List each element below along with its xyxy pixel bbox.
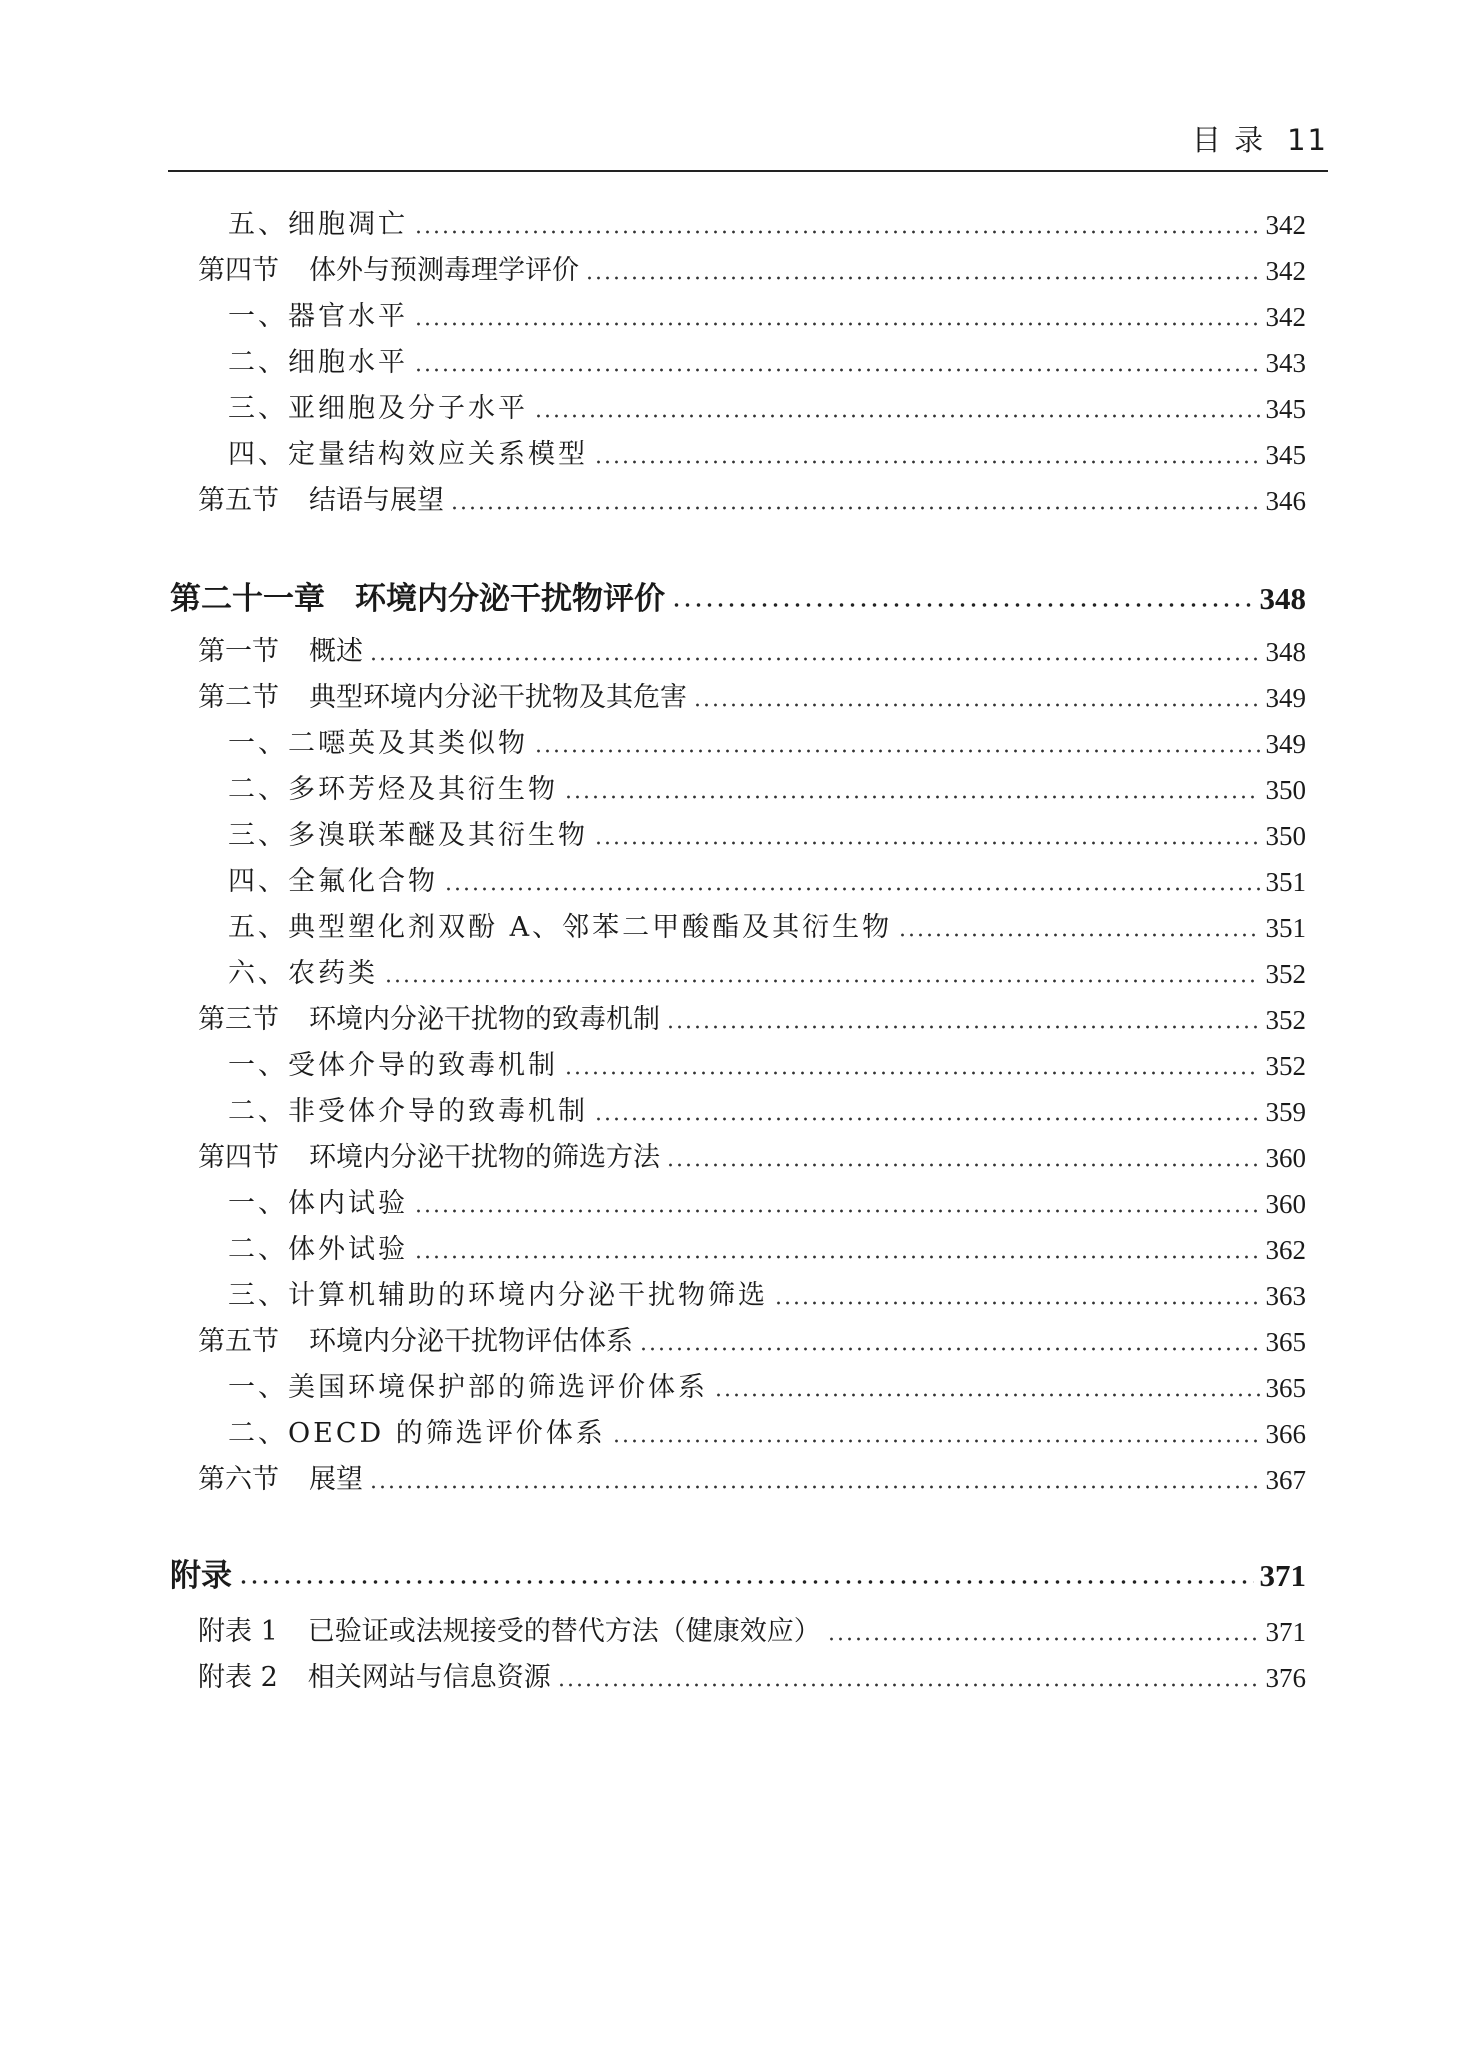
- toc-entry-page: 359: [1265, 1097, 1306, 1127]
- dot-leader: [827, 1628, 1260, 1642]
- toc-entry-number: 第六节: [198, 1464, 279, 1495]
- toc-item-entry: [170, 954, 1306, 994]
- header-text: [1192, 118, 1328, 159]
- toc-entry-page: 342: [1265, 210, 1306, 240]
- toc-entry-number: 第四节: [198, 1142, 279, 1173]
- toc-chapter-entry: [170, 573, 1306, 619]
- toc-entry-page: 349: [1265, 729, 1306, 759]
- toc-entry-title: 器官水平: [288, 301, 408, 332]
- toc-entry-title: 受体介导的致毒机制: [288, 1050, 558, 1081]
- toc-section-entry: [170, 1612, 1306, 1652]
- toc-item-entry: [170, 297, 1306, 337]
- toc-entry-label: [170, 1414, 606, 1454]
- toc-entry-page: 342: [1265, 256, 1306, 286]
- dot-leader: [666, 1016, 1260, 1030]
- toc-entry-title: 定量结构效应关系模型: [288, 439, 588, 470]
- dot-leader: [564, 1062, 1260, 1076]
- toc-entry-title: 体内试验: [288, 1188, 408, 1219]
- dot-leader: [898, 924, 1259, 938]
- dot-leader: [444, 878, 1260, 892]
- toc-item-entry: [170, 435, 1306, 475]
- toc-entry-title: 细胞凋亡: [288, 209, 408, 240]
- toc-entry-label: [170, 1460, 363, 1500]
- toc-entry-page: 360: [1265, 1143, 1306, 1173]
- toc-entry-page: 352: [1265, 959, 1306, 989]
- toc-entry-title: 多环芳烃及其衍生物: [288, 774, 558, 805]
- toc-entry-title: 环境内分泌干扰物评估体系: [309, 1326, 633, 1357]
- toc-entry-number: 第二节: [198, 682, 279, 713]
- toc-section-entry: [170, 1322, 1306, 1362]
- dot-leader: [666, 1154, 1260, 1168]
- toc-entry-label: [170, 1658, 551, 1698]
- toc-entry-title: 典型环境内分泌干扰物及其危害: [309, 682, 687, 713]
- dot-leader: [369, 1476, 1260, 1490]
- toc-item-entry: [170, 205, 1306, 245]
- toc-item-entry: [170, 1092, 1306, 1132]
- toc-item-entry: [170, 724, 1306, 764]
- toc-entry-number: 三、: [228, 1280, 288, 1311]
- toc-entry-page: 342: [1265, 302, 1306, 332]
- dot-leader: [450, 497, 1260, 511]
- dot-leader: [384, 970, 1260, 984]
- toc-entry-number: 附表 1: [198, 1616, 278, 1647]
- toc-entry-label: [170, 297, 408, 337]
- toc-entry-number: 三、: [228, 820, 288, 851]
- toc-entry-number: 第四节: [198, 255, 279, 286]
- toc-entry-number: 附录: [170, 1558, 232, 1594]
- toc-entry-title: OECD 的筛选评价体系: [288, 1418, 606, 1449]
- toc-entry-number: 二、: [228, 1234, 288, 1265]
- toc-item-entry: [170, 862, 1306, 902]
- toc-entry-page: 362: [1265, 1235, 1306, 1265]
- toc-entry-label: [170, 205, 408, 245]
- toc-entry-title: 已验证或法规接受的替代方法（健康效应）: [307, 1616, 821, 1647]
- toc-entry-page: 363: [1265, 1281, 1306, 1311]
- dot-leader: [594, 832, 1260, 846]
- toc-entry-label: [170, 579, 665, 619]
- toc-entry-title: 体外试验: [288, 1234, 408, 1265]
- toc-section-entry: [170, 251, 1306, 291]
- toc-entry-page: 365: [1265, 1327, 1306, 1357]
- toc-entry-number: 二、: [228, 774, 288, 805]
- header-section: 目 录: [1191, 123, 1266, 157]
- toc-entry-number: 二、: [228, 1096, 288, 1127]
- dot-leader: [414, 1200, 1260, 1214]
- toc-item-entry: [170, 1368, 1306, 1408]
- toc-entry-label: [170, 770, 558, 810]
- toc-entry-page: 352: [1265, 1051, 1306, 1081]
- toc-section-entry: [170, 1138, 1306, 1178]
- toc-entry-page: 351: [1265, 913, 1306, 943]
- toc-entry-number: 四、: [228, 439, 288, 470]
- toc-entry-label: [170, 1184, 408, 1224]
- running-header: [168, 110, 1328, 172]
- toc-entry-title: 多溴联苯醚及其衍生物: [288, 820, 588, 851]
- dot-leader: [774, 1292, 1260, 1306]
- toc-entry-number: 二、: [228, 347, 288, 378]
- toc-entry-number: 三、: [228, 393, 288, 424]
- toc-entry-number: 一、: [228, 1050, 288, 1081]
- toc-entry-page: 350: [1265, 775, 1306, 805]
- toc-entry-label: [170, 632, 363, 672]
- toc-item-entry: [170, 908, 1306, 948]
- toc-entry-title: 美国环境保护部的筛选评价体系: [288, 1372, 708, 1403]
- dot-leader: [238, 1572, 1254, 1586]
- toc-entry-page: 343: [1265, 348, 1306, 378]
- toc-entry-label: [170, 1322, 633, 1362]
- toc-entry-label: [170, 1368, 708, 1408]
- toc-item-entry: [170, 1046, 1306, 1086]
- toc-entry-page: 352: [1265, 1005, 1306, 1035]
- toc-entry-label: [170, 816, 588, 856]
- toc-entry-page: 349: [1265, 683, 1306, 713]
- toc-entry-number: 第一节: [198, 636, 279, 667]
- toc-entry-title: 典型塑化剂双酚 A、邻苯二甲酸酯及其衍生物: [288, 912, 893, 943]
- toc-entry-title: 概述: [309, 636, 363, 667]
- dot-leader: [414, 221, 1260, 235]
- toc-entry-number: 一、: [228, 1372, 288, 1403]
- toc-entry-label: [170, 343, 408, 383]
- toc-section-entry: [170, 1460, 1306, 1500]
- toc-entry-page: 350: [1265, 821, 1306, 851]
- toc-entry-title: 农药类: [288, 958, 378, 989]
- toc-entry-page: 348: [1259, 581, 1306, 616]
- toc-entry-label: [170, 1276, 768, 1316]
- toc-entry-title: 亚细胞及分子水平: [288, 393, 528, 424]
- toc-entry-label: [170, 908, 892, 948]
- toc-item-entry: [170, 1276, 1306, 1316]
- toc-entry-number: 五、: [228, 209, 288, 240]
- toc-entry-label: [170, 954, 378, 994]
- toc-item-entry: [170, 1184, 1306, 1224]
- toc-entry-number: 二、: [228, 1418, 288, 1449]
- toc-entry-label: [170, 389, 528, 429]
- header-page-number: 11: [1287, 123, 1328, 157]
- dot-leader: [564, 786, 1260, 800]
- toc-section-entry: [170, 632, 1306, 672]
- dot-leader: [714, 1384, 1260, 1398]
- toc-entry-page: 371: [1259, 1558, 1306, 1593]
- toc-item-entry: [170, 389, 1306, 429]
- toc-entry-label: [170, 1046, 558, 1086]
- toc-entry-title: 相关网站与信息资源: [307, 1662, 551, 1693]
- toc-item-entry: [170, 1230, 1306, 1270]
- toc-entry-number: 一、: [228, 301, 288, 332]
- toc-item-entry: [170, 816, 1306, 856]
- toc-item-entry: [170, 770, 1306, 810]
- toc-entry-page: 367: [1265, 1465, 1306, 1495]
- toc-entry-number: 五、: [228, 912, 288, 943]
- toc-entry-label: [170, 1556, 232, 1596]
- toc-entry-page: 366: [1265, 1419, 1306, 1449]
- dot-leader: [612, 1430, 1260, 1444]
- dot-leader: [414, 313, 1260, 327]
- toc-entry-label: [170, 678, 687, 718]
- toc-entry-number: 附表 2: [198, 1662, 278, 1693]
- toc-entry-title: 结语与展望: [309, 485, 444, 516]
- toc-entry-title: 非受体介导的致毒机制: [288, 1096, 588, 1127]
- toc-entry-title: 环境内分泌干扰物评价: [355, 581, 665, 617]
- dot-leader: [414, 359, 1260, 373]
- toc-entry-page: 345: [1265, 440, 1306, 470]
- dot-leader: [693, 694, 1260, 708]
- dot-leader: [414, 1246, 1260, 1260]
- toc-entry-number: 第三节: [198, 1004, 279, 1035]
- toc-entry-label: [170, 1612, 821, 1652]
- dot-leader: [594, 451, 1260, 465]
- toc-entry-number: 六、: [228, 958, 288, 989]
- toc-section-entry: [170, 678, 1306, 718]
- toc-entry-title: 环境内分泌干扰物的筛选方法: [309, 1142, 660, 1173]
- toc-entry-title: 展望: [309, 1464, 363, 1495]
- toc-entry-label: [170, 251, 579, 291]
- toc-entry-title: 体外与预测毒理学评价: [309, 255, 579, 286]
- toc-entry-page: 351: [1265, 867, 1306, 897]
- toc-entry-title: 二噁英及其类似物: [288, 728, 528, 759]
- toc-entry-label: [170, 1092, 588, 1132]
- toc-entry-page: 371: [1265, 1617, 1306, 1647]
- toc-entry-number: 四、: [228, 866, 288, 897]
- toc-entry-title: 细胞水平: [288, 347, 408, 378]
- dot-leader: [671, 595, 1254, 609]
- toc-entry-label: [170, 435, 588, 475]
- dot-leader: [594, 1108, 1260, 1122]
- toc-entry-page: 376: [1265, 1663, 1306, 1693]
- toc-chapter-entry: [170, 1550, 1306, 1596]
- toc-entry-label: [170, 724, 528, 764]
- dot-leader: [585, 267, 1260, 281]
- toc-entry-page: 346: [1265, 486, 1306, 516]
- dot-leader: [534, 405, 1260, 419]
- toc-entry-title: 计算机辅助的环境内分泌干扰物筛选: [288, 1280, 768, 1311]
- toc-item-entry: [170, 343, 1306, 383]
- toc-item-entry: [170, 1414, 1306, 1454]
- toc-entry-page: 360: [1265, 1189, 1306, 1219]
- toc-entry-label: [170, 481, 444, 521]
- toc-entry-label: [170, 1138, 660, 1178]
- toc-entry-number: 第二十一章: [170, 581, 325, 617]
- toc-entry-title: 全氟化合物: [288, 866, 438, 897]
- toc-section-entry: [170, 1658, 1306, 1698]
- toc-entry-number: 一、: [228, 1188, 288, 1219]
- toc-entry-title: 环境内分泌干扰物的致毒机制: [309, 1004, 660, 1035]
- toc-section-entry: [170, 1000, 1306, 1040]
- toc-entry-page: 345: [1265, 394, 1306, 424]
- toc-entry-number: 第五节: [198, 485, 279, 516]
- dot-leader: [369, 648, 1260, 662]
- toc-entry-page: 365: [1265, 1373, 1306, 1403]
- dot-leader: [534, 740, 1260, 754]
- toc-entry-label: [170, 1230, 408, 1270]
- toc-entry-number: 一、: [228, 728, 288, 759]
- toc-entry-number: 第五节: [198, 1326, 279, 1357]
- toc-entry-label: [170, 862, 438, 902]
- dot-leader: [557, 1674, 1260, 1688]
- toc-section-entry: [170, 481, 1306, 521]
- toc-entry-label: [170, 1000, 660, 1040]
- dot-leader: [639, 1338, 1260, 1352]
- toc-entry-page: 348: [1265, 637, 1306, 667]
